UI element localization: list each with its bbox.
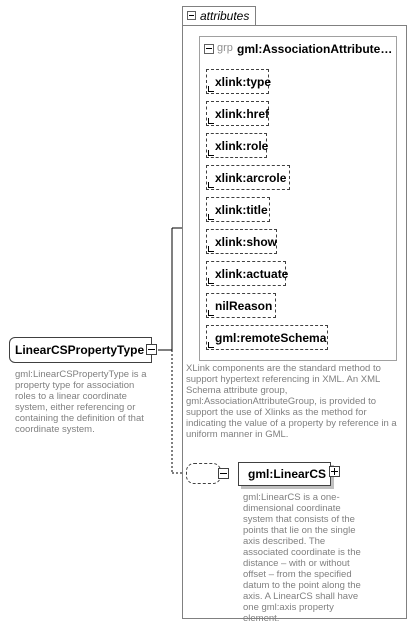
attribute-label: xlink:arcrole [215,171,287,185]
attribute-label: xlink:type [215,75,272,89]
attribute-xlink-actuate[interactable] [206,261,289,286]
attribute-label: xlink:href [215,107,270,121]
attribute-gml-remoteschema[interactable] [206,325,328,350]
attribute-label: nilReason [215,299,273,313]
reference-arrow-icon [208,342,214,348]
child-element-name: gml:LinearCS [248,467,327,481]
attribute-xlink-type[interactable] [206,69,272,94]
attribute-label: xlink:actuate [215,267,289,281]
root-type-name: LinearCSPropertyType [15,343,145,357]
child-element-box[interactable] [238,462,331,486]
expand-icon[interactable] [329,466,340,477]
collapse-icon[interactable] [187,11,196,20]
attribute-xlink-title[interactable] [206,197,270,222]
collapse-icon[interactable] [146,344,157,355]
reference-arrow-icon [208,86,214,92]
reference-arrow-icon [208,118,214,124]
attribute-xlink-href[interactable] [206,101,269,126]
attributes-tab-label: attributes [200,9,250,23]
root-type-box[interactable] [9,337,152,363]
attributes-description: XLink components are the standard method to support hypertext referencing in XML. An XML Schema attribute group, gml:AssociationAttributeGroup, is provided to support the use of Xlinks as the method for indicating the value of a property by reference in a uniform manner in GML. [186,363,397,440]
reference-arrow-icon [208,278,214,284]
group-name: gml:AssociationAttribute… [237,42,393,56]
child-description: gml:LinearCS is a one-dimensional coordinate system that consists of the points that lie on the single axis described. The associated coordinate is the distance – with or without offset – from the specified datum to the point along the axis. A LinearCS shall have one gml:axis property element. [243,492,361,624]
attribute-label: gml:remoteSchema [215,331,327,345]
attribute-label: xlink:show [215,235,278,249]
attribute-xlink-role[interactable] [206,133,267,158]
group-prefix: grp [217,42,233,54]
attribute-label: xlink:title [215,203,268,217]
sequence-compositor[interactable] [186,463,221,484]
attribute-xlink-show[interactable] [206,229,277,254]
reference-arrow-icon [208,182,214,188]
attribute-label: xlink:role [215,139,269,153]
attribute-nilreason[interactable] [206,293,276,318]
reference-arrow-icon [208,246,214,252]
reference-arrow-icon [208,150,214,156]
attributes-tab[interactable] [182,6,256,25]
reference-arrow-icon [208,310,214,316]
reference-arrow-icon [208,214,214,220]
collapse-icon[interactable] [204,44,214,54]
root-description: gml:LinearCSPropertyType is a property type for association roles to a linear coordinate system, either referencing or containing the definition of that coordinate system. [15,369,147,435]
collapse-icon[interactable] [218,468,229,479]
attribute-xlink-arcrole[interactable] [206,165,290,190]
